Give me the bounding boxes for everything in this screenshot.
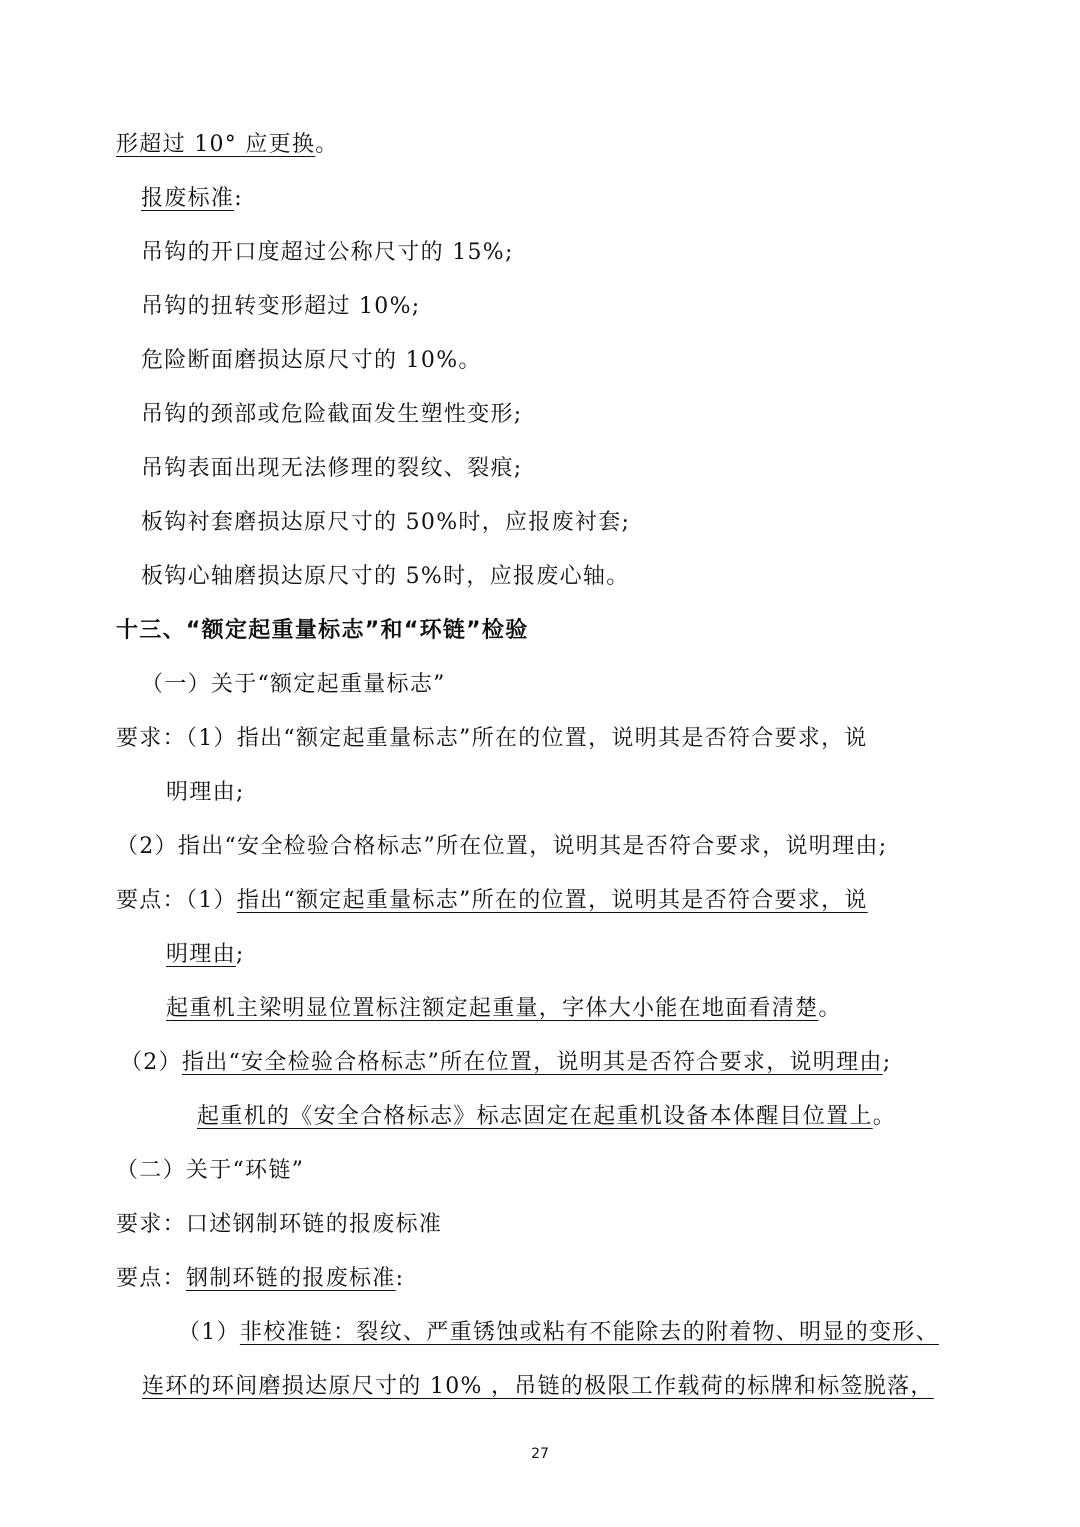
key-point-line: （1）非校准链：裂纹、严重锈蚀或粘有不能除去的附着物、明显的变形、 — [178, 1320, 939, 1345]
key-point-line: 起重机主梁明显位置标注额定起重量，字体大小能在地面看清楚。 — [166, 996, 842, 1021]
text-line: 形超过 10° 应更换。 — [116, 132, 339, 157]
subsection-heading: （一）关于“额定起重量标志” — [141, 672, 446, 697]
text-line: 危险断面磨损达原尺寸的 10%。 — [141, 348, 482, 373]
text-line: 吊钩表面出现无法修理的裂纹、裂痕; — [141, 456, 523, 481]
page-number: 27 — [531, 1446, 549, 1462]
key-point-line: 明理由; — [166, 942, 245, 967]
key-point-line: （2）指出“安全检验合格标志”所在位置，说明其是否符合要求，说明理由; — [120, 1050, 892, 1075]
text-line: 板钩心轴磨损达原尺寸的 5%时，应报废心轴。 — [141, 564, 630, 589]
requirement-line: 要求：口述钢制环链的报废标准 — [116, 1212, 443, 1237]
text-line: 吊钩的开口度超过公称尺寸的 15%; — [141, 240, 514, 265]
scrap-standard-label: 报废标准: — [141, 186, 243, 211]
key-point-line: 起重机的《安全合格标志》标志固定在起重机设备本体醒目位置上。 — [197, 1104, 897, 1129]
text-line: 吊钩的扭转变形超过 10%; — [141, 294, 421, 319]
text-line: 吊钩的颈部或危险截面发生塑性变形; — [141, 402, 523, 427]
requirement-line: （2）指出“安全检验合格标志”所在位置，说明其是否符合要求，说明理由; — [116, 834, 888, 859]
text-line: 板钩衬套磨损达原尺寸的 50%时，应报废衬套; — [141, 510, 631, 535]
subsection-heading: （二）关于“环链” — [116, 1158, 305, 1183]
requirement-line: 要求：（1）指出“额定起重量标志”所在的位置，说明其是否符合要求，说 — [116, 726, 868, 751]
section-heading: 十三、“额定起重量标志”和“环链”检验 — [116, 618, 529, 643]
requirement-line: 明理由; — [166, 780, 245, 805]
key-point-line: 要点：（1）指出“额定起重量标志”所在的位置，说明其是否符合要求，说 — [116, 888, 868, 913]
key-point-line: 要点：钢制环链的报废标准: — [116, 1266, 405, 1291]
key-point-line: 连环的环间磨损达原尺寸的 10% ，吊链的极限工作载荷的标牌和标签脱落， — [142, 1374, 934, 1399]
